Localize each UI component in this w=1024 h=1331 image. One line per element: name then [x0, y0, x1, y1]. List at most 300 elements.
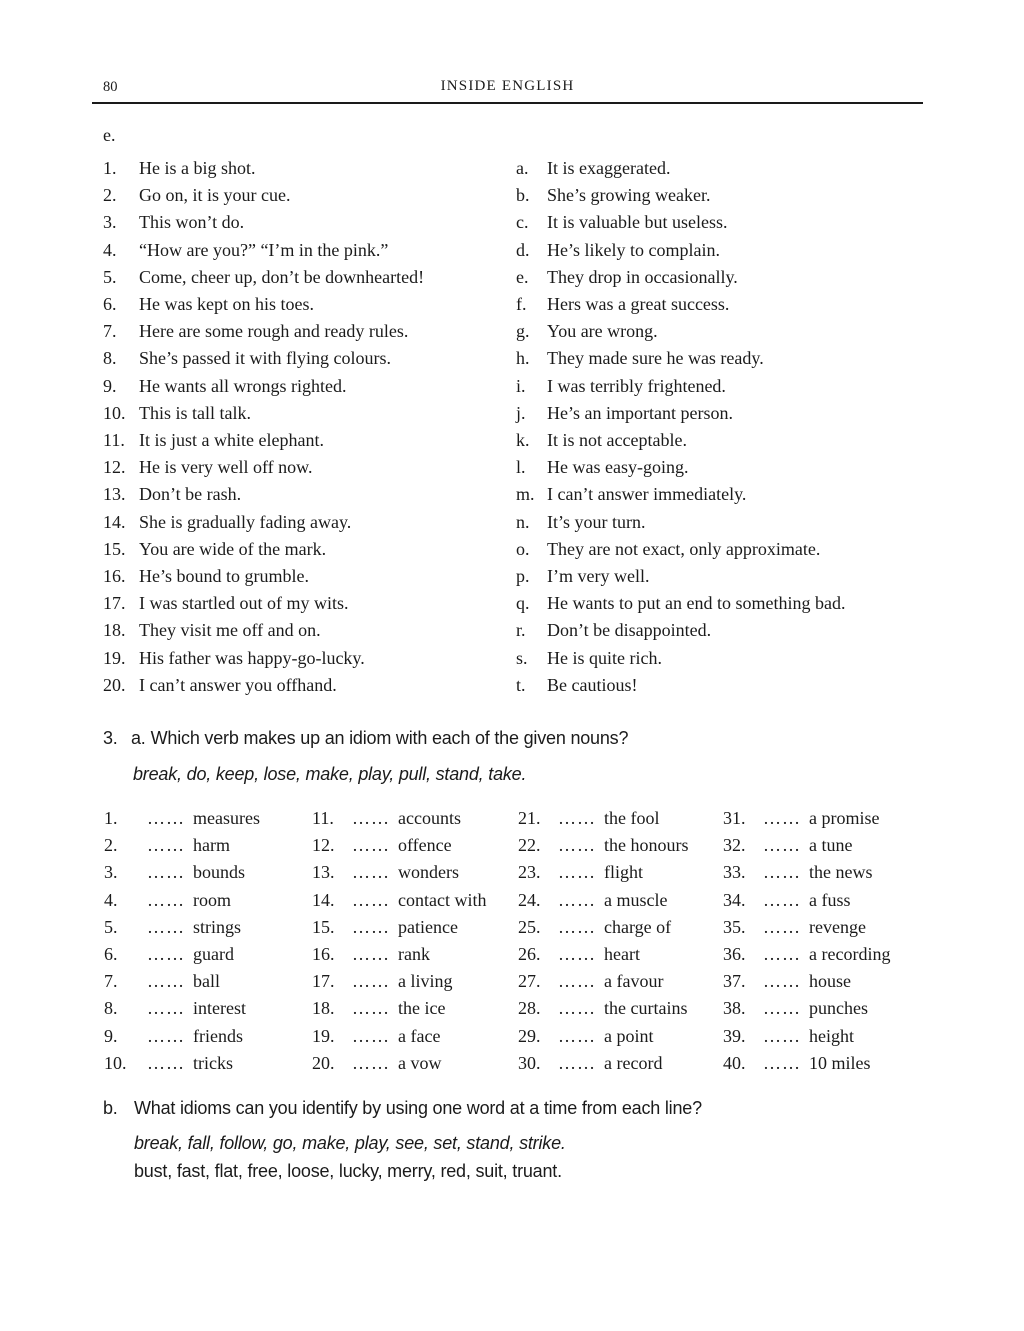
statement-number: 20.: [103, 674, 126, 695]
blank-dots: ……: [352, 889, 390, 910]
noun-item-number: 37.: [723, 971, 746, 992]
noun-text: a promise: [809, 808, 880, 828]
exercise-3-number: 3.: [103, 728, 118, 748]
noun-item: [723, 859, 890, 886]
meaning-text: He is quite rich.: [547, 647, 662, 668]
page-header: [92, 78, 923, 104]
exercise-3b-letter: b.: [103, 1098, 118, 1118]
noun-item-number: 25.: [518, 916, 541, 937]
blank-dots: ……: [147, 835, 185, 856]
statement-text: She’s passed it with flying colours.: [139, 348, 391, 369]
statement-text: She is gradually fading away.: [139, 511, 352, 532]
noun-text: a tune: [809, 835, 853, 856]
noun-text: a face: [398, 1025, 441, 1046]
statement-text: He is a big shot.: [139, 158, 256, 178]
noun-item-number: 12.: [312, 835, 335, 856]
noun-item-number: 32.: [723, 835, 746, 856]
statement-text: I can’t answer you offhand.: [139, 674, 337, 695]
noun-item: [518, 859, 689, 886]
meaning-letter: m.: [516, 484, 535, 505]
noun-item: [723, 968, 890, 995]
noun-item: [312, 805, 486, 832]
blank-dots: ……: [558, 835, 596, 856]
statement-number: 3.: [103, 212, 117, 233]
noun-text: a point: [604, 1025, 654, 1046]
noun-item-number: 6.: [104, 944, 118, 965]
noun-item: [312, 887, 486, 914]
statement-item: [103, 509, 515, 536]
meaning-letter: g.: [516, 321, 530, 342]
noun-item: [312, 914, 486, 941]
statement-text: This won’t do.: [139, 212, 245, 233]
meaning-text: It is not acceptable.: [547, 430, 687, 451]
meaning-text: I can’t answer immediately.: [547, 484, 747, 505]
noun-text: height: [809, 1025, 854, 1046]
noun-item: [723, 941, 890, 968]
noun-item-number: 18.: [312, 998, 335, 1019]
meaning-letter: p.: [516, 566, 530, 587]
blank-dots: ……: [558, 944, 596, 965]
noun-text: heart: [604, 944, 640, 965]
noun-item: [518, 1023, 689, 1050]
meaning-text: They are not exact, only approximate.: [547, 538, 821, 559]
exercise-3b-heading: [103, 1095, 702, 1122]
noun-item: [518, 805, 689, 832]
statement-text: Don’t be rash.: [139, 484, 242, 505]
statement-number: 7.: [103, 321, 117, 342]
statement-item: [103, 318, 515, 345]
noun-item-number: 36.: [723, 944, 746, 965]
blank-dots: ……: [763, 862, 801, 883]
noun-item: [312, 995, 486, 1022]
noun-item-number: 40.: [723, 1052, 746, 1073]
statement-item: [103, 373, 515, 400]
exercise-3a-heading: [103, 725, 628, 752]
meaning-letter: e.: [516, 266, 529, 287]
noun-item: [312, 859, 486, 886]
noun-item: [104, 995, 260, 1022]
noun-item-number: 9.: [104, 1025, 118, 1046]
exercise-e-meanings-list: [516, 155, 961, 699]
meaning-letter: i.: [516, 375, 526, 396]
blank-dots: ……: [352, 1052, 390, 1073]
noun-item: [723, 914, 890, 941]
meaning-text: He wants to put an end to something bad.: [547, 593, 846, 614]
statement-number: 14.: [103, 511, 126, 532]
statement-number: 13.: [103, 484, 126, 505]
meaning-letter: l.: [516, 457, 526, 478]
noun-text: offence: [398, 835, 452, 856]
meaning-text: He’s likely to complain.: [547, 239, 720, 260]
noun-column-4: [723, 805, 890, 1077]
meaning-letter: a.: [516, 158, 529, 178]
noun-text: a recording: [809, 944, 891, 965]
meaning-text: They made sure he was ready.: [547, 348, 764, 369]
noun-item: [104, 1023, 260, 1050]
meaning-letter: s.: [516, 647, 528, 668]
meaning-text: Be cautious!: [547, 674, 638, 695]
noun-column-1: [104, 805, 260, 1077]
noun-item: [518, 968, 689, 995]
noun-item: [723, 995, 890, 1022]
statement-item: [103, 590, 515, 617]
statement-item: [103, 672, 515, 699]
meaning-item: [516, 182, 961, 209]
statement-item: [103, 182, 515, 209]
statement-number: 19.: [103, 647, 126, 668]
noun-item: [104, 914, 260, 941]
statement-text: Go on, it is your cue.: [139, 185, 291, 206]
noun-text: the news: [809, 862, 873, 883]
meaning-letter: d.: [516, 239, 530, 260]
noun-text: a fuss: [809, 889, 851, 910]
running-head-title: INSIDE ENGLISH: [440, 78, 575, 94]
noun-item-number: 14.: [312, 889, 335, 910]
blank-dots: ……: [352, 862, 390, 883]
meaning-text: It is exaggerated.: [547, 158, 671, 178]
noun-text: flight: [604, 862, 643, 883]
exercise-e-label: e.: [103, 125, 116, 145]
statement-text: His father was happy-go-lucky.: [139, 647, 365, 668]
blank-dots: ……: [558, 1025, 596, 1046]
noun-item: [312, 1023, 486, 1050]
noun-item-number: 33.: [723, 862, 746, 883]
exercise-e-statements-list: [103, 155, 515, 699]
noun-item-number: 8.: [104, 998, 118, 1019]
blank-dots: ……: [763, 971, 801, 992]
blank-dots: ……: [558, 1052, 596, 1073]
statement-item: [103, 617, 515, 644]
noun-item-number: 28.: [518, 998, 541, 1019]
noun-item: [312, 941, 486, 968]
noun-text: the ice: [398, 998, 446, 1019]
statement-text: He’s bound to grumble.: [139, 566, 309, 587]
blank-dots: ……: [763, 1025, 801, 1046]
blank-dots: ……: [352, 971, 390, 992]
noun-text: friends: [193, 1025, 243, 1046]
noun-text: charge of: [604, 916, 672, 937]
statement-number: 12.: [103, 457, 126, 478]
noun-item: [518, 995, 689, 1022]
noun-item: [312, 1050, 486, 1077]
blank-dots: ……: [763, 835, 801, 856]
statement-item: [103, 536, 515, 563]
blank-dots: ……: [147, 862, 185, 883]
noun-text: harm: [193, 835, 230, 856]
meaning-item: [516, 345, 961, 372]
noun-column-2: [312, 805, 486, 1077]
statement-text: Here are some rough and ready rules.: [139, 321, 409, 342]
noun-item-number: 38.: [723, 998, 746, 1019]
noun-item: [104, 832, 260, 859]
noun-item: [312, 968, 486, 995]
noun-text: measures: [193, 808, 260, 828]
meaning-text: You are wrong.: [547, 321, 658, 342]
meaning-letter: t.: [516, 674, 526, 695]
noun-item: [104, 1050, 260, 1077]
meaning-letter: r.: [516, 620, 526, 641]
statement-number: 17.: [103, 593, 126, 614]
meaning-item: [516, 672, 961, 699]
statement-number: 15.: [103, 538, 126, 559]
meaning-item: [516, 291, 961, 318]
noun-item-number: 29.: [518, 1025, 541, 1046]
meaning-letter: h.: [516, 348, 530, 369]
noun-item-number: 22.: [518, 835, 541, 856]
noun-text: the curtains: [604, 998, 688, 1019]
meaning-letter: k.: [516, 430, 530, 451]
noun-item-number: 35.: [723, 916, 746, 937]
meaning-item: [516, 155, 961, 182]
meaning-letter: f.: [516, 294, 527, 315]
noun-text: interest: [193, 998, 246, 1019]
blank-dots: ……: [558, 862, 596, 883]
statement-text: Come, cheer up, don’t be downhearted!: [139, 266, 425, 287]
meaning-item: [516, 563, 961, 590]
meaning-letter: c.: [516, 212, 529, 233]
noun-item-number: 1.: [104, 808, 118, 828]
exercise-3b-word-line-1: break, fall, follow, go, make, play, see, set, stand, strike.: [134, 1133, 566, 1153]
statement-item: [103, 645, 515, 672]
noun-item: [723, 887, 890, 914]
exercise-3a-verb-list: break, do, keep, lose, make, play, pull, stand, take.: [133, 764, 527, 784]
statement-number: 4.: [103, 239, 117, 260]
blank-dots: ……: [147, 889, 185, 910]
noun-item: [104, 968, 260, 995]
noun-text: the honours: [604, 835, 689, 856]
noun-item: [104, 887, 260, 914]
noun-item-number: 2.: [104, 835, 118, 856]
noun-item-number: 30.: [518, 1052, 541, 1073]
meaning-text: They drop in occasionally.: [547, 266, 738, 287]
noun-item: [723, 832, 890, 859]
noun-text: wonders: [398, 862, 459, 883]
statement-item: [103, 155, 515, 182]
statement-item: [103, 563, 515, 590]
noun-item-number: 24.: [518, 889, 541, 910]
meaning-text: I was terribly frightened.: [547, 375, 726, 396]
statement-text: He is very well off now.: [139, 457, 313, 478]
noun-item-number: 26.: [518, 944, 541, 965]
meaning-text: He’s an important person.: [547, 402, 733, 423]
meaning-item: [516, 645, 961, 672]
meaning-text: Don’t be disappointed.: [547, 620, 712, 641]
noun-item-number: 31.: [723, 808, 746, 828]
exercise-3a-question: Which verb makes up an idiom with each of the given nouns?: [150, 728, 629, 748]
noun-text: strings: [193, 916, 242, 937]
meaning-item: [516, 590, 961, 617]
noun-item: [104, 859, 260, 886]
meaning-letter: o.: [516, 538, 530, 559]
noun-text: a record: [604, 1052, 663, 1073]
blank-dots: ……: [763, 1052, 801, 1073]
noun-text: 10 miles: [809, 1052, 871, 1073]
noun-text: a favour: [604, 971, 664, 992]
blank-dots: ……: [763, 889, 801, 910]
blank-dots: ……: [352, 835, 390, 856]
noun-text: accounts: [398, 808, 461, 828]
statement-number: 5.: [103, 266, 117, 287]
statement-item: [103, 264, 515, 291]
statement-number: 16.: [103, 566, 126, 587]
exercise-3b-question: What idioms can you identify by using one word at a time from each line?: [134, 1098, 702, 1118]
blank-dots: ……: [352, 916, 390, 937]
noun-text: revenge: [809, 916, 866, 937]
blank-dots: ……: [147, 971, 185, 992]
noun-item-number: 20.: [312, 1052, 335, 1073]
statement-item: [103, 237, 515, 264]
page-number: 80: [103, 79, 118, 95]
noun-item: [518, 832, 689, 859]
noun-text: punches: [809, 998, 868, 1019]
noun-item-number: 4.: [104, 889, 118, 910]
statement-number: 11.: [103, 430, 125, 451]
noun-text: guard: [193, 944, 234, 965]
noun-item: [104, 941, 260, 968]
meaning-letter: n.: [516, 511, 530, 532]
blank-dots: ……: [147, 916, 185, 937]
noun-item-number: 15.: [312, 916, 335, 937]
noun-text: contact with: [398, 889, 487, 910]
statement-item: [103, 345, 515, 372]
noun-item-number: 10.: [104, 1052, 127, 1073]
blank-dots: ……: [763, 998, 801, 1019]
meaning-item: [516, 427, 961, 454]
statement-number: 8.: [103, 348, 117, 369]
noun-text: a living: [398, 971, 453, 992]
meaning-item: [516, 400, 961, 427]
meaning-text: I’m very well.: [547, 566, 650, 587]
exercise-3a-letter: a.: [131, 728, 146, 748]
statement-text: He wants all wrongs righted.: [139, 375, 347, 396]
meaning-item: [516, 237, 961, 264]
noun-text: house: [809, 971, 851, 992]
blank-dots: ……: [558, 998, 596, 1019]
statement-text: It is just a white elephant.: [139, 430, 324, 451]
meaning-item: [516, 209, 961, 236]
blank-dots: ……: [763, 808, 801, 828]
statement-item: [103, 400, 515, 427]
noun-item-number: 3.: [104, 862, 118, 883]
statement-number: 2.: [103, 185, 117, 206]
blank-dots: ……: [147, 998, 185, 1019]
statement-item: [103, 454, 515, 481]
blank-dots: ……: [147, 808, 185, 828]
noun-item-number: 27.: [518, 971, 541, 992]
noun-text: the fool: [604, 808, 660, 828]
noun-item: [518, 887, 689, 914]
noun-text: bounds: [193, 862, 246, 883]
noun-item: [312, 832, 486, 859]
statement-text: I was startled out of my wits.: [139, 593, 349, 614]
blank-dots: ……: [558, 971, 596, 992]
noun-item-number: 13.: [312, 862, 335, 883]
noun-item-number: 19.: [312, 1025, 335, 1046]
blank-dots: ……: [352, 808, 390, 828]
noun-item-number: 23.: [518, 862, 541, 883]
noun-item: [518, 1050, 689, 1077]
meaning-letter: j.: [516, 402, 526, 423]
meaning-text: She’s growing weaker.: [547, 185, 711, 206]
blank-dots: ……: [147, 1025, 185, 1046]
statement-text: They visit me off and on.: [139, 620, 321, 641]
blank-dots: ……: [352, 998, 390, 1019]
meaning-item: [516, 481, 961, 508]
blank-dots: ……: [558, 916, 596, 937]
statement-number: 6.: [103, 294, 117, 315]
meaning-letter: b.: [516, 185, 530, 206]
noun-item: [723, 805, 890, 832]
statement-item: [103, 209, 515, 236]
noun-item: [723, 1023, 890, 1050]
noun-item-number: 17.: [312, 971, 335, 992]
noun-text: room: [193, 889, 231, 910]
noun-text: patience: [398, 916, 458, 937]
noun-text: tricks: [193, 1052, 233, 1073]
statement-number: 1.: [103, 158, 117, 178]
meaning-item: [516, 373, 961, 400]
noun-column-3: [518, 805, 689, 1077]
statement-item: [103, 481, 515, 508]
blank-dots: ……: [558, 889, 596, 910]
statement-text: He was kept on his toes.: [139, 294, 314, 315]
noun-item-number: 11.: [312, 808, 334, 828]
blank-dots: ……: [558, 808, 596, 828]
meaning-item: [516, 536, 961, 563]
noun-text: a vow: [398, 1052, 442, 1073]
meaning-letter: q.: [516, 593, 530, 614]
meaning-item: [516, 509, 961, 536]
statement-text: “How are you?” “I’m in the pink.”: [139, 239, 389, 260]
noun-text: ball: [193, 971, 220, 992]
meaning-text: It’s your turn.: [547, 511, 646, 532]
statement-item: [103, 291, 515, 318]
noun-item-number: 5.: [104, 916, 118, 937]
statement-number: 9.: [103, 375, 117, 396]
exercise-3b-word-line-2: bust, fast, flat, free, loose, lucky, merry, red, suit, truant.: [134, 1161, 562, 1181]
noun-item-number: 7.: [104, 971, 118, 992]
statement-text: You are wide of the mark.: [139, 538, 327, 559]
blank-dots: ……: [352, 944, 390, 965]
meaning-item: [516, 264, 961, 291]
meaning-text: It is valuable but useless.: [547, 212, 728, 233]
statement-text: This is tall talk.: [139, 402, 251, 423]
noun-item: [723, 1050, 890, 1077]
meaning-item: [516, 454, 961, 481]
blank-dots: ……: [763, 916, 801, 937]
noun-text: rank: [398, 944, 430, 965]
blank-dots: ……: [147, 944, 185, 965]
statement-number: 10.: [103, 402, 126, 423]
blank-dots: ……: [147, 1052, 185, 1073]
meaning-item: [516, 617, 961, 644]
noun-item-number: 34.: [723, 889, 746, 910]
meaning-text: He was easy-going.: [547, 457, 689, 478]
noun-item-number: 39.: [723, 1025, 746, 1046]
statement-item: [103, 427, 515, 454]
blank-dots: ……: [763, 944, 801, 965]
blank-dots: ……: [352, 1025, 390, 1046]
noun-item: [104, 805, 260, 832]
meaning-item: [516, 318, 961, 345]
noun-item: [518, 941, 689, 968]
noun-item-number: 16.: [312, 944, 335, 965]
noun-item: [518, 914, 689, 941]
noun-item-number: 21.: [518, 808, 541, 828]
noun-text: a muscle: [604, 889, 668, 910]
statement-number: 18.: [103, 620, 126, 641]
meaning-text: Hers was a great success.: [547, 294, 730, 315]
